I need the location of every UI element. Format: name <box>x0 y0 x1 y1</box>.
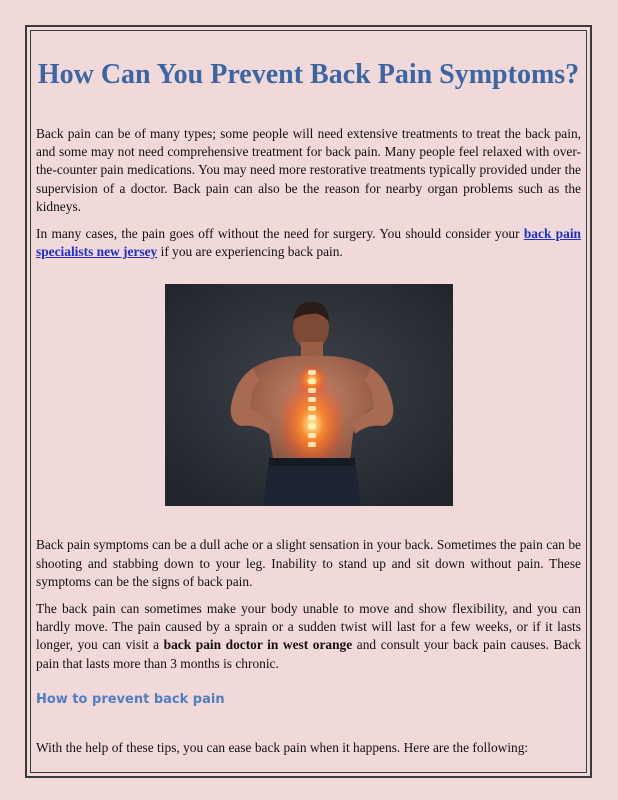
paragraph-tips: With the help of these tips, you can ease back pain when it happens. Here are the following: <box>36 739 529 755</box>
back-pain-image <box>165 284 453 506</box>
paragraph-chronic-text: The back pain can sometimes make your body unable to move and show flexibility, and you can hardly move. The pain caused by a sprain or a sudden twist will last for a few weeks, or if it lasts longer, you can visit a <box>36 601 581 653</box>
page-title: How Can You Prevent Back Pain Symptoms? <box>37 59 580 90</box>
doctor-keyword: back pain doctor in west orange <box>163 637 353 653</box>
paragraph-surgery <box>36 225 581 261</box>
paragraph-chronic-tail: and consult your back pain causes. Back pain that lasts more than 3 months is chronic. <box>36 637 581 671</box>
document-body <box>36 56 581 757</box>
paragraph-surgery-text: In many cases, the pain goes off without the need for surgery. You should consider your <box>36 226 524 242</box>
paragraph-surgery-tail: if you are experiencing back pain. <box>157 244 343 260</box>
paragraph-symptoms: Back pain symptoms can be a dull ache or a slight sensation in your back. Sometimes the pain can be shooting and stabbing down to your leg. Inability to stand up and sit down without pain. These symptoms can be the signs of back pain. <box>36 537 581 589</box>
paragraph-chronic <box>36 600 581 673</box>
man-back-illustration <box>165 284 453 506</box>
specialists-link[interactable]: back pain specialists new jersey <box>36 226 581 260</box>
paragraph-intro: Back pain can be of many types; some people will need extensive treatments to treat the back pain, and some may not need comprehensive treatment for back pain. Many people feel relaxed with over-the-counter pain medications. You may need more restorative treatments typically provided under the supervision of a doctor. Back pain can also be the reason for nearby organ problems such as the kidneys. <box>36 126 581 214</box>
section-heading: How to prevent back pain <box>36 691 225 707</box>
